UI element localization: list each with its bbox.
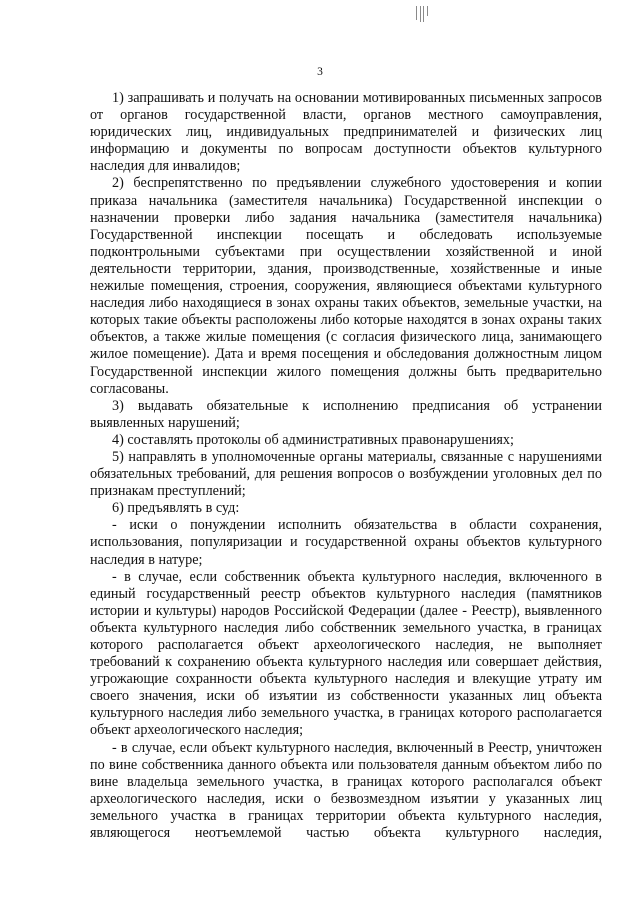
scan-artifact — [416, 6, 430, 22]
paragraph-item-4: 4) составлять протоколы об административных правонарушениях; — [112, 431, 514, 448]
paragraph-item-6: 6) предъявлять в суд: — [112, 500, 240, 517]
paragraph-item-1: 1) запрашивать и получать на основании мотивированных письменных запросов от органов государственной власти, органов местного самоуправления, юридических лиц, индивидуальных предпринимателей и физических лиц информацию и документы по вопросам доступности объектов культурного наследия для инвалидов; — [90, 90, 602, 175]
paragraph-item-5: 5) направлять в уполномоченные органы материалы, связанные с нарушениями обязательных требований, для решения вопросов о возбуждении уголовных дел по признакам преступлений; — [90, 448, 602, 500]
paragraph-item-3: 3) выдавать обязательные к исполнению предписания об устранении выявленных нарушений; — [90, 397, 602, 431]
paragraph-subitem-2: - в случае, если собственник объекта культурного наследия, включенного в единый государственный реестр объектов культурного наследия (памятников истории и культуры) народов Российской Федерации (далее - Реестр), выявленного объекта культурного наследия либо собственник земельного участка, в границах которого располагается объект археологического наследия, не выполняет требований к сохранению объекта культурного наследия или совершает действия, угрожающие сохранности объекта культурного наследия и влекущие утрату им своего значения, иски об изъятии из собственности указанных лиц объекта культурного наследия либо земельного участка, в границах которого располагается объект археологического наследия; — [90, 568, 602, 739]
paragraph-subitem-1: - иски о понуждении исполнить обязательства в области сохранения, использования, популяризации и государственной охраны объектов культурного наследия в натуре; — [90, 517, 602, 568]
document-body — [90, 90, 602, 842]
page-number: 3 — [317, 66, 323, 78]
paragraph-item-2: 2) беспрепятственно по предъявлении служебного удостоверения и копии приказа начальника (заместителя начальника) Государственной инспекции о назначении проверки либо задания начальника (заместителя начальника) Государственной инспекции посещать и обследовать используемые подконтрольными субъектами при осуществлении хозяйственной и иной деятельности территории, здания, производственные, хозяйственные и иные нежилые помещения, строения, сооружения, являющиеся объектами культурного наследия либо находящиеся в зонах охраны таких объектов, земельные участки, на которых такие объекты расположены либо которые находятся в зонах охраны таких объектов, а также жилые помещения (с согласия физического лица, занимающего жилое помещение). Дата и время посещения и обследования должностным лицом Государственной инспекции жилого помещения должны быть предварительно согласованы. — [90, 175, 602, 397]
paragraph-subitem-3: - в случае, если объект культурного наследия, включенный в Реестр, уничтожен по вине собственника данного объекта или пользователя данным объектом либо по вине владельца земельного участка, в границах которого располагался объект археологического наследия, иски о безвозмездном изъятии у указанных лиц земельного участка в границах территории объекта культурного наследия, являющегося неотъемлемой частью объекта культурного наследия, — [90, 739, 602, 842]
